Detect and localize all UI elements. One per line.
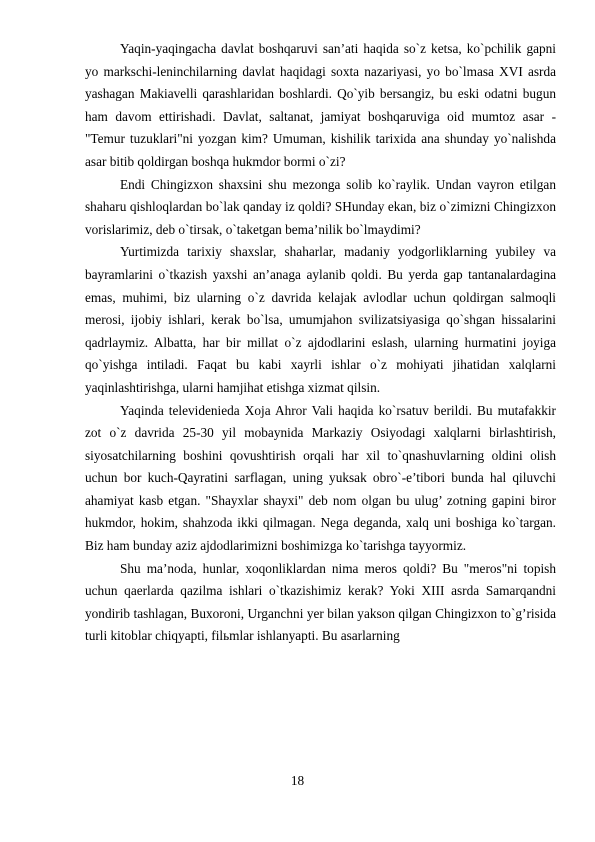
page-number: 18 <box>290 773 305 788</box>
paragraph-1: Yaqin-yaqingacha davlat boshqaruvi san’ati haqida so`z ketsa, ko`pchilik gapni yo markschi-leninchilarning davlat haqidagi soxta nazariyasi, yo bo`lmasa XVI asrda yashagan Makiavelli qarashlaridan boshlardi. Qo`yib bersangiz, bu eski odatni bugun ham davom ettirishadi. Davlat, saltanat, jamiyat boshqaruviga oid mumtoz asar - "Temur tuzuklari"ni yozgan kim? Umuman, kishilik tarixida ana shunday yo`nalishda asar bitib qoldirgan boshqa hukmdor bormi o`zi? <box>85 41 556 169</box>
paragraph-2: Endi Chingizxon shaxsini shu mezonga solib ko`raylik. Undan vayron etilgan shaharu qishloqlardan bo`lak qanday iz qoldi? SHunday ekan, biz o`zimizni Chingizxon vorislarimiz, deb o`tirsak, o`taketgan bema’nilik bo`lmaydimi? <box>85 176 556 237</box>
paragraph-3: Yurtimizda tarixiy shaxslar, shaharlar, madaniy yodgorliklarning yubiley va bayramlarini o`tkazish yaxshi an’anaga aylanib qoldi. Bu yerda gap tantanalardagina emas, muhimi, biz ularning o`z davrida kelajak avlodlar uchun qoldirgan salmoqli merosi, ijobiy ishlari, kerak bo`lsa, umumjahon svilizatsiyasiga qo`shgan hissalarini qadrlaymiz. Albatta, har bir millat o`z ajdodlarini eslash, ularning hurmatini joyiga qo`yishga intiladi. Faqat bu kabi xayrli ishlar o`z mohiyati jihatidan xalqlarni yaqinlashtirishga, ularni hamjihat etishga xizmat qilsin. <box>85 244 556 395</box>
paragraph-4: Yaqinda televidenieda Xoja Ahror Vali haqida ko`rsatuv berildi. Bu mutafakkir zot o`z davrida 25-30 yil mobaynida Markaziy Osiyodagi xalqlarni birlashtirish, siyosatchilarning boshini qovushtirish orqali har xil to`qnashuvlarning oldini olish uchun bor kuch-Qayratini sarflagan, uning yuksak obro`-e’tibori bunda hal qiluvchi ahamiyat kasb etgan. "Shayxlar shayxi" deb nom olgan bu ulug’ zotning gapini biror hukmdor, hokim, shahzoda ikki qilmagan. Nega deganda, xalq uni boshiga ko`targan. Biz ham bunday aziz ajdodlarimizni boshimizga ko`tarishga tayyormiz. <box>85 402 556 554</box>
body-text <box>85 38 556 648</box>
paragraph-5: Shu ma’noda, hunlar, xoqonliklardan nima meros qoldi? Bu "meros"ni topish uchun qaerlarda qazilma ishlari o`tkazishimiz kerak? Yoki XIII asrda Samarqandni yondirib tashlagan, Buxoroni, Urganchni yer bilan yakson qilgan Chingizxon to`g’risida turli kitoblar chiqyapti, filьmlar ishlanyapti. Bu asarlarning <box>85 560 556 644</box>
